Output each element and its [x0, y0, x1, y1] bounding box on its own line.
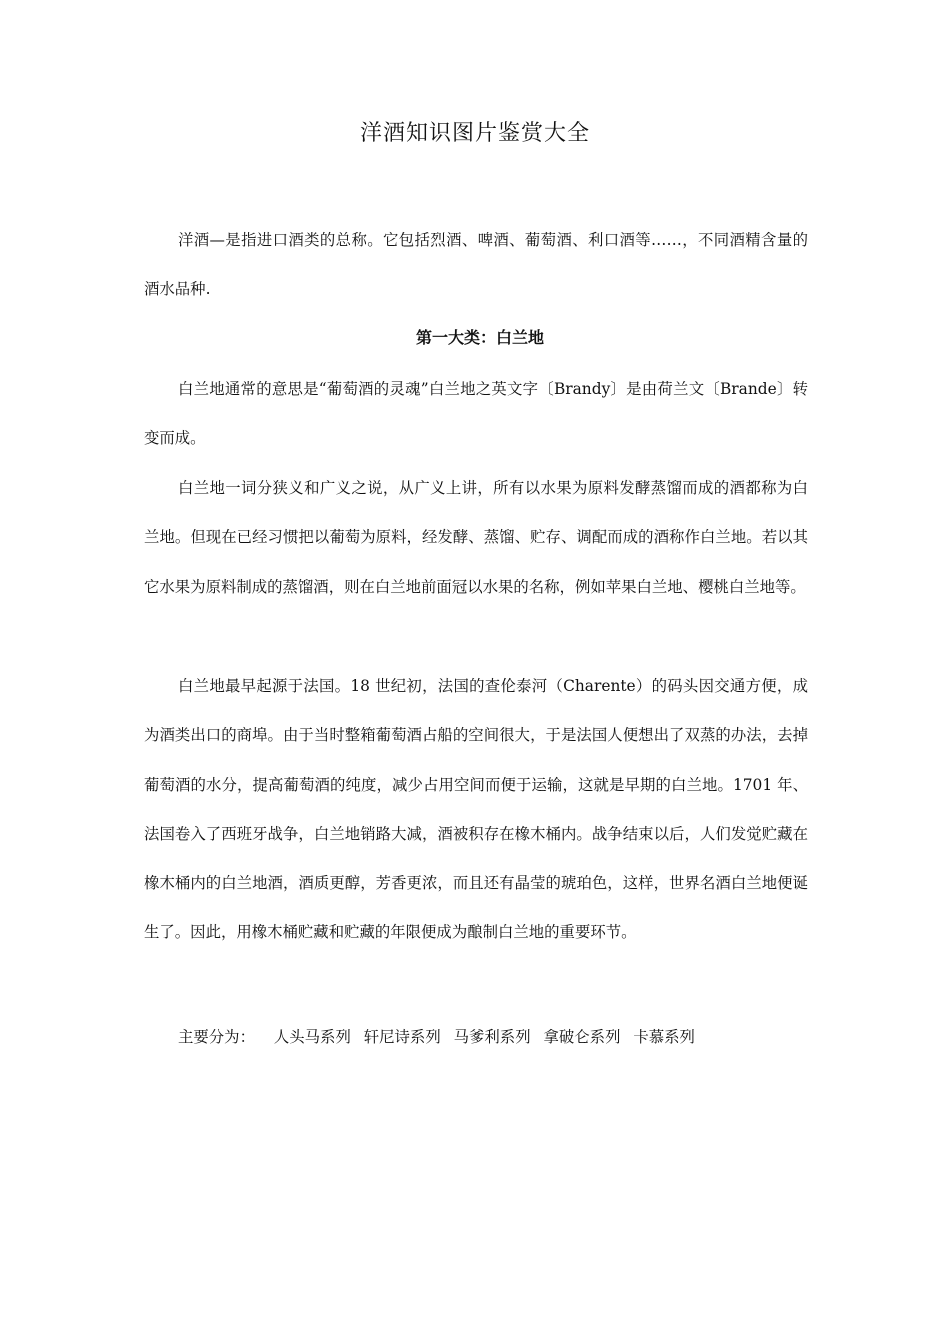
document-title: 洋酒知识图片鉴赏大全	[359, 121, 590, 146]
intro-paragraph: 洋酒—是指进口酒类的总称。它包括烈酒、啤酒、葡萄酒、利口酒等……，不同酒精含量的酒水品种.	[144, 231, 808, 299]
series-item: 卡慕系列	[633, 1028, 695, 1046]
section-heading: 第一大类：白兰地	[415, 328, 544, 347]
brandy-name-paragraph: 白兰地通常的意思是“葡萄酒的灵魂”白兰地之英文字〔Brandy〕是由荷兰文〔Brande〕转变而成。	[144, 380, 808, 448]
brandy-definition-paragraph: 白兰地一词分狭义和广义之说，从广义上讲，所有以水果为原料发酵蒸馏而成的酒都称为白兰地。但现在已经习惯把以葡萄为原料，经发酵、蒸馏、贮存、调配而成的酒称作白兰地。若以其它水果为原料制成的蒸馏酒，则在白兰地前面冠以水果的名称，例如苹果白兰地、樱桃白兰地等。	[144, 479, 808, 596]
series-label: 主要分为：	[178, 1028, 255, 1046]
series-item: 人头马系列	[273, 1028, 351, 1046]
brandy-history-paragraph: 白兰地最早起源于法国。18 世纪初，法国的查伦泰河（Charente）的码头因交通方便，成为酒类出口的商埠。由于当时整箱葡萄酒占船的空间很大，于是法国人便想出了双蒸的办法，去掉葡萄酒的水分，提高葡萄酒的纯度，减少占用空间而便于运输，这就是早期的白兰地。1701 年、法国卷入了西班牙战争，白兰地销路大减，酒被积存在橡木桶内。战争结束以后，人们发觉贮藏在橡木桶内的白兰地酒，酒质更醇，芳香更浓，而且还有晶莹的琥珀色，这样，世界名酒白兰地便诞生了。因此，用橡木桶贮藏和贮藏的年限便成为酿制白兰地的重要环节。	[144, 677, 808, 942]
series-item: 马爹利系列	[453, 1028, 531, 1046]
series-item: 拿破仑系列	[543, 1028, 621, 1046]
series-item: 轩尼诗系列	[363, 1028, 441, 1046]
series-list	[178, 1022, 703, 1052]
